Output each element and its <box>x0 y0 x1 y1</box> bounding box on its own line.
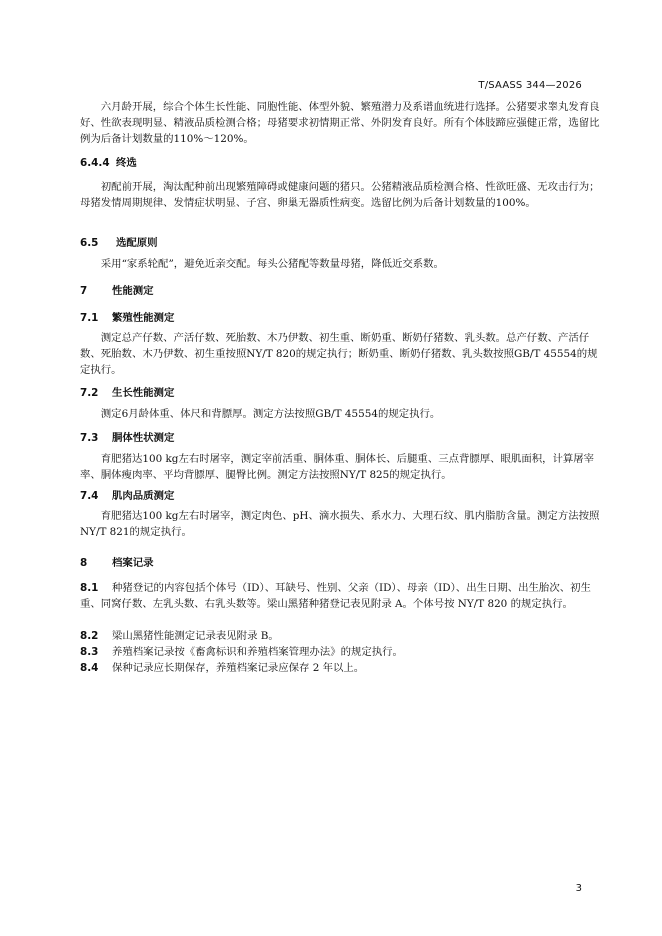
paragraph-6-4-3: 六月龄开展，综合个体生长性能、同胞性能、体型外貌、繁殖潜力及系谱血统进行选择。公猪要求睾丸发育良好、性欲表现明显、精液品质检测合格；母猪要求初情期正常、外阴发育良好。所有个体肢蹄应强健正常，选留比例为后备计划数量的110%～120%。 <box>80 101 600 145</box>
section-number: 6.5 <box>80 237 99 249</box>
clause-8-4 <box>80 660 600 676</box>
clause-text: 梁山黑猪性能测定记录表见附录 B。 <box>112 630 279 642</box>
section-title: 终选 <box>116 157 137 169</box>
paragraph-7-4: 育肥猪达100 kg左右时屠宰，测定肉色、pH、滴水损失、系水力、大理石纹、肌内脂肪含量。测定方法按照NY/T 821的规定执行。 <box>80 510 600 538</box>
section-title: 肌肉品质测定 <box>112 490 175 502</box>
clause-number: 8.1 <box>80 582 99 594</box>
section-title: 繁殖性能测定 <box>112 312 175 324</box>
document-id: T/SAASS 344—2026 <box>478 80 582 91</box>
section-heading-6-5 <box>80 235 600 251</box>
section-number: 6.4.4 <box>80 157 110 169</box>
section-heading-7-1 <box>80 310 600 326</box>
section-title: 选配原则 <box>116 237 158 249</box>
section-title: 性能测定 <box>112 285 154 297</box>
section-number: 7.4 <box>80 490 99 502</box>
clause-8-3 <box>80 644 600 660</box>
page-number: 3 <box>575 883 582 894</box>
clause-number: 8.3 <box>80 646 99 658</box>
clause-text: 保种记录应长期保存，养殖档案记录应保存 2 年以上。 <box>112 662 365 674</box>
section-title: 档案记录 <box>112 557 154 569</box>
section-number: 7.2 <box>80 387 99 399</box>
clause-number: 8.4 <box>80 662 99 674</box>
section-number: 7.3 <box>80 432 99 444</box>
section-heading-6-4-4 <box>80 155 600 171</box>
section-heading-8 <box>80 555 600 571</box>
section-number: 7 <box>80 285 88 297</box>
section-heading-7-2 <box>80 385 600 401</box>
section-heading-7-4 <box>80 488 600 504</box>
paragraph-7-3: 育肥猪达100 kg左右时屠宰，测定宰前活重、胴体重、胴体长、后腿重、三点背膘厚、眼肌面积，计算屠宰率、胴体瘦肉率、平均背膘厚、腿臀比例。测定方法按照NY/T 825的规定执行。 <box>80 453 595 481</box>
clause-8-2 <box>80 628 600 644</box>
section-number: 8 <box>80 557 88 569</box>
paragraph-7-1: 测定总产仔数、产活仔数、死胎数、木乃伊数、初生重、断奶重、断奶仔猪数、乳头数。总产仔数、产活仔数、死胎数、木乃伊数、初生重按照NY/T 820的规定执行；断奶重、断奶仔猪数、乳头数按照GB/T 45554的规定执行。 <box>80 332 598 376</box>
clause-number: 8.2 <box>80 630 99 642</box>
clause-text: 种猪登记的内容包括个体号（ID）、耳缺号、性别、父亲（ID）、母亲（ID）、出生日期、出生胎次、初生重、同窝仔数、左乳头数、右乳头数等。梁山黑猪种猪登记表见附录 A。个体号按 NY/T 820 的规定执行。 <box>80 582 591 610</box>
paragraph-7-2: 测定6月龄体重、体尺和背膘厚。测定方法按照GB/T 45554的规定执行。 <box>100 408 441 420</box>
section-title: 生长性能测定 <box>112 387 175 399</box>
section-heading-7 <box>80 283 600 299</box>
section-title: 胴体性状测定 <box>112 432 175 444</box>
paragraph-6-4-4: 初配前开展，淘汰配种前出现繁殖障碍或健康问题的猪只。公猪精液品质检测合格、性欲旺盛、无攻击行为；母猪发情周期规律、发情症状明显、子宫、卵巢无器质性病变。选留比例为后备计划数量的100%。 <box>80 181 600 209</box>
clause-8-1 <box>80 580 600 612</box>
clause-text: 养殖档案记录按《畜禽标识和养殖档案管理办法》的规定执行。 <box>112 646 403 658</box>
section-number: 7.1 <box>80 312 99 324</box>
paragraph-6-5: 采用“家系轮配”，避免近亲交配。每头公猪配等数量母猪，降低近交系数。 <box>100 258 444 270</box>
section-heading-7-3 <box>80 430 600 446</box>
